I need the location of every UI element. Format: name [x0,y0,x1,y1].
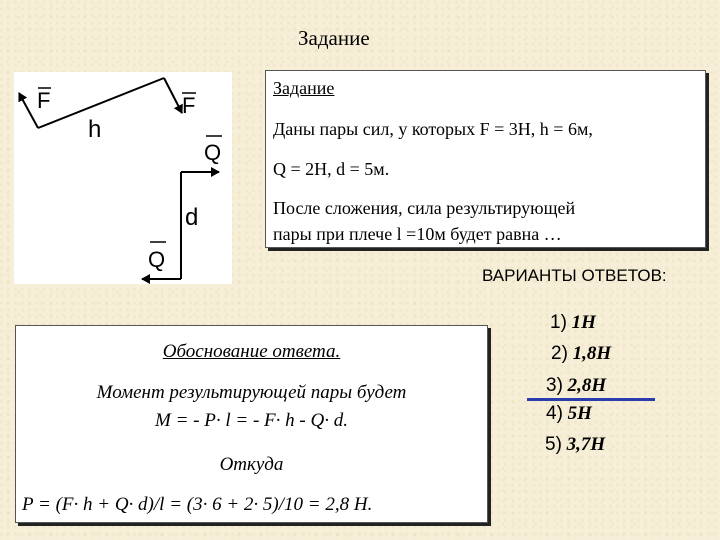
label-q-top: Q [204,140,222,165]
task-line: Даны пары сил, у которых F = 3H, h = 6м, [273,119,593,139]
solution-result: P = (F· h + Q· d)/l = (3· 6 + 2· 5)/10 = 2,8 H. [22,494,373,515]
option-text: 1H [571,312,596,333]
answer-option[interactable] [550,312,596,334]
option-text: 5H [567,403,592,424]
force-couples-figure [14,72,232,284]
solution-line: Момент результирующей пары будет [96,382,407,403]
answer-option-correct[interactable] [546,375,606,397]
label-f-left: F [37,88,51,113]
solution-line: Откуда [219,454,284,475]
option-number: 3) [546,375,563,396]
answer-option[interactable] [546,403,592,425]
option-text: 3,7H [566,434,606,455]
task-line: Q = 2H, d = 5м. [273,159,390,179]
solution-heading: Обоснование ответа. [162,341,341,362]
label-f-right: F [182,93,196,118]
label-q-bottom: Q [148,247,166,272]
option-number: 5) [545,434,562,455]
label-d: d [185,204,199,231]
force-diagram [14,72,232,284]
option-text: 2,8H [567,375,607,396]
force-f-right-vector [164,78,182,113]
solution-box [15,325,488,523]
correct-answer-underline [527,398,655,401]
option-text: 1,8H [572,343,612,364]
option-number: 2) [551,343,568,364]
task-line: После сложения, сила результирующей [273,198,576,218]
solution-formula: M = - P· l = - F· h - Q· d. [155,410,348,431]
task-box [265,70,706,248]
option-number: 4) [546,403,563,424]
answer-option[interactable] [551,343,611,365]
task-heading: Задание [273,78,335,98]
force-f-left-vector [19,93,38,128]
answers-heading: ВАРИАНТЫ ОТВЕТОВ: [482,266,667,285]
answer-option[interactable] [545,434,605,456]
slide-title: Задание [298,26,370,50]
label-h: h [88,116,102,143]
option-number: 1) [550,312,567,333]
task-line: пары при плече l =10м будет равна … [273,224,562,244]
